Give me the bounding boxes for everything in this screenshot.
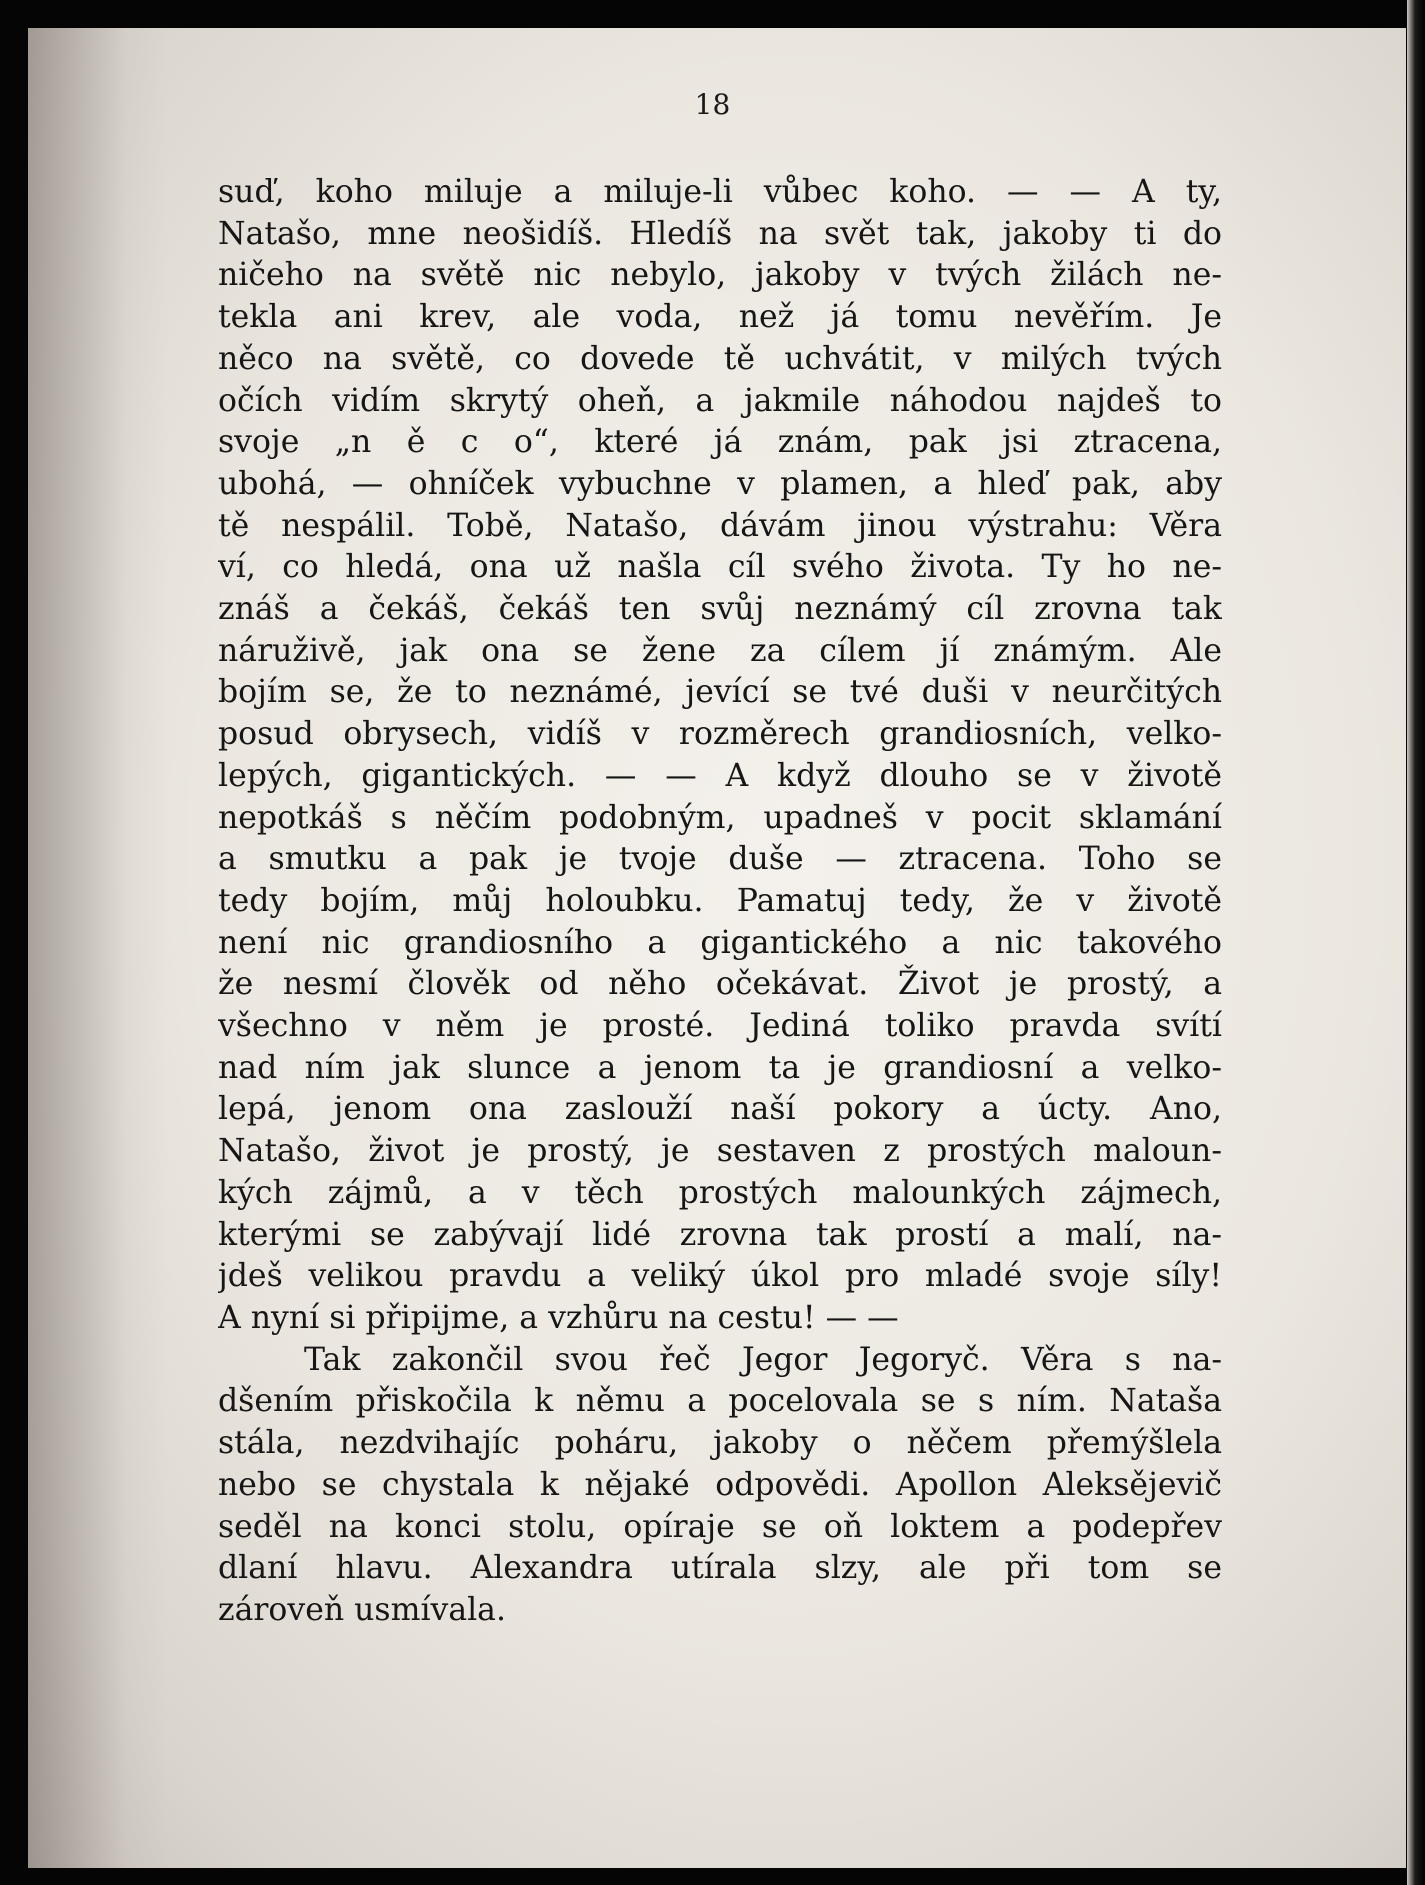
text-line: ničeho na světě nic nebylo, jakoby v tvých žilách ne-	[218, 257, 1222, 294]
text-line: jdeš velikou pravdu a veliký úkol pro mladé svoje síly!	[218, 1258, 1222, 1295]
text-line: zároveň usmívala.	[218, 1591, 506, 1628]
text-line: lepých, gigantických. — — A když dlouho se v životě	[218, 757, 1222, 794]
text-line: znáš a čekáš, čekáš ten svůj neznámý cíl zrovna tak	[218, 591, 1222, 628]
text-line: všechno v něm je prosté. Jediná toliko pravda svítí	[218, 1008, 1222, 1045]
text-line: tedy bojím, můj holoubku. Pamatuj tedy, že v životě	[218, 882, 1222, 919]
text-line: nepotkáš s něčím podobným, upadneš v pocit sklamání	[218, 799, 1222, 836]
text-line: dšením přiskočila k němu a pocelovala se s ním. Nataša	[218, 1383, 1222, 1420]
text-line: kterými se zabývají lidé zrovna tak prostí a malí, na-	[218, 1216, 1222, 1253]
text-line: suď, koho miluje a miluje-li vůbec koho. — — A ty,	[218, 174, 1222, 210]
text-line: náruživě, jak ona se žene za cílem jí známým. Ale	[218, 632, 1222, 669]
text-line: nad ním jak slunce a jenom ta je grandiosní a velko-	[218, 1049, 1222, 1086]
text-line: Natašo, život je prostý, je sestaven z prostých maloun-	[218, 1133, 1222, 1170]
text-line: bojím se, že to neznámé, jevící se tvé duši v neurčitých	[218, 674, 1222, 711]
text-line: lepá, jenom ona zaslouží naší pokory a úcty. Ano,	[218, 1091, 1222, 1128]
text-line: ubohá, — ohníček vybuchne v plamen, a hleď pak, aby	[218, 465, 1222, 502]
page-body-text	[218, 172, 1222, 1632]
text-line: Natašo, mne neošidíš. Hledíš na svět tak, jakoby ti do	[218, 215, 1222, 252]
text-line: A nyní si připijme, a vzhůru na cestu! — —	[218, 1299, 899, 1336]
text-line: ví, co hledá, ona už našla cíl svého života. Ty ho ne-	[218, 549, 1222, 586]
text-line: dlaní hlavu. Alexandra utírala slzy, ale při tom se	[218, 1550, 1222, 1587]
text-line: že nesmí člověk od něho očekávat. Život je prostý, a	[218, 966, 1222, 1003]
book-spine-edge	[1407, 0, 1425, 1885]
text-line: svoje „n ě c o“, které já znám, pak jsi ztracena,	[218, 424, 1222, 461]
text-line: není nic grandiosního a gigantického a nic takového	[218, 924, 1222, 961]
text-line: kých zájmů, a v těch prostých malounkých zájmech,	[218, 1174, 1222, 1211]
text-line: Tak zakončil svou řeč Jegor Jegoryč. Věra s na-	[304, 1341, 1222, 1378]
page-number: 18	[694, 88, 731, 121]
text-line: něco na světě, co dovede tě uchvátit, v milých tvých	[218, 340, 1222, 377]
text-line: tě nespálil. Tobě, Natašo, dávám jinou výstrahu: Věra	[218, 507, 1222, 544]
text-line: a smutku a pak je tvoje duše — ztracena. Toho se	[218, 841, 1222, 878]
text-line: tekla ani krev, ale voda, než já tomu nevěřím. Je	[218, 299, 1222, 336]
text-line: stála, nezdvihajíc poháru, jakoby o něčem přemýšlela	[218, 1425, 1222, 1462]
text-line: očích vidím skrytý oheň, a jakmile náhodou najdeš to	[218, 382, 1222, 419]
text-line: nebo se chystala k nějaké odpovědi. Apollon Aleksějevič	[218, 1466, 1222, 1503]
text-line: posud obrysech, vidíš v rozměrech grandiosních, velko-	[218, 716, 1222, 753]
text-line: seděl na konci stolu, opíraje se oň loktem a podepřev	[218, 1508, 1222, 1545]
